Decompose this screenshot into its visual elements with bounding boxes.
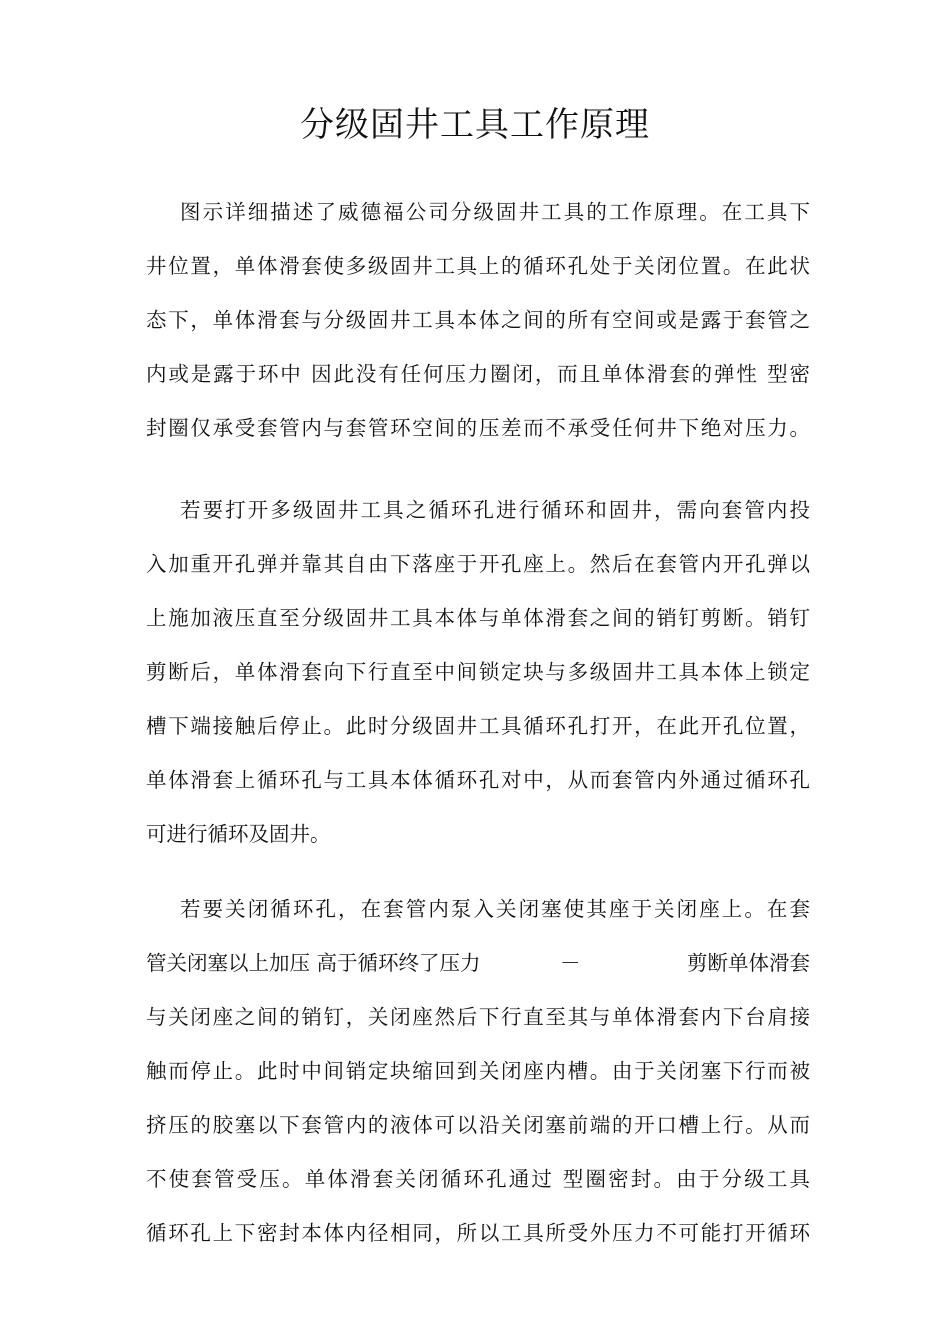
paragraph-line: 槽下端接触后停止。此时分级固井工具循环孔打开，在此开孔位置，: [146, 714, 810, 738]
paragraph-line: 若要关闭循环孔，在套管内泵入关闭塞使其座于关闭座上。在套: [180, 897, 810, 921]
paragraph-line: 态下，单体滑套与分级固井工具本体之间的所有空间或是露于套管之: [146, 308, 810, 332]
paragraph-split-line: [146, 936, 810, 990]
paragraph-line: 剪断后，单体滑套向下行直至中间锁定块与多级固井工具本体上锁定: [146, 660, 810, 684]
paragraph-line: 与关闭座之间的销钉，关闭座然后下行直至其与单体滑套内下台肩接: [146, 1005, 810, 1029]
paragraph-1: [146, 185, 810, 455]
paragraph-line: 挤压的胶塞以下套管内的液体可以沿关闭塞前端的开口槽上行。从而: [146, 1113, 810, 1137]
paragraph-line: 单体滑套上循环孔与工具本体循环孔对中，从而套管内外通过循环孔: [146, 768, 810, 792]
paragraph-line: 循环孔上下密封本体内径相同，所以工具所受外压力不可能打开循环: [146, 1221, 810, 1245]
paragraph-line: 封圈仅承受套管内与套管环空间的压差而不承受任何井下绝对压力。: [146, 416, 810, 440]
split-line-dash: －: [560, 951, 581, 975]
paragraph-line: 若要打开多级固井工具之循环孔进行循环和固井，需向套管内投: [180, 498, 810, 522]
split-line-right: 剪断单体滑套: [687, 951, 810, 975]
paragraph-line: 可进行循环及固井。: [146, 822, 331, 846]
paragraph-line: 触而停止。此时中间销定块缩回到关闭座内槽。由于关闭塞下行而被: [146, 1059, 810, 1083]
paragraph-line: 图示详细描述了威德福公司分级固井工具的工作原理。在工具下: [180, 200, 810, 224]
split-line-left: 管关闭塞以上加压 高于循环终了压力: [146, 951, 481, 975]
paragraph-2: [146, 483, 810, 861]
paragraph-line: 井位置，单体滑套使多级固井工具上的循环孔处于关闭位置。在此状: [146, 254, 810, 278]
paragraph-3: [146, 882, 810, 1260]
paragraph-line: 入加重开孔弹并靠其自由下落座于开孔座上。然后在套管内开孔弹以: [146, 552, 810, 576]
paragraph-line: 不使套管受压。单体滑套关闭循环孔通过 型圈密封。由于分级工具: [146, 1167, 810, 1191]
paragraph-line: 内或是露于环中 因此没有任何压力圈闭，而且单体滑套的弹性 型密: [146, 362, 810, 386]
page-title: 分级固井工具工作原理: [300, 105, 650, 145]
paragraph-line: 上施加液压直至分级固井工具本体与单体滑套之间的销钉剪断。销钉: [146, 606, 810, 630]
